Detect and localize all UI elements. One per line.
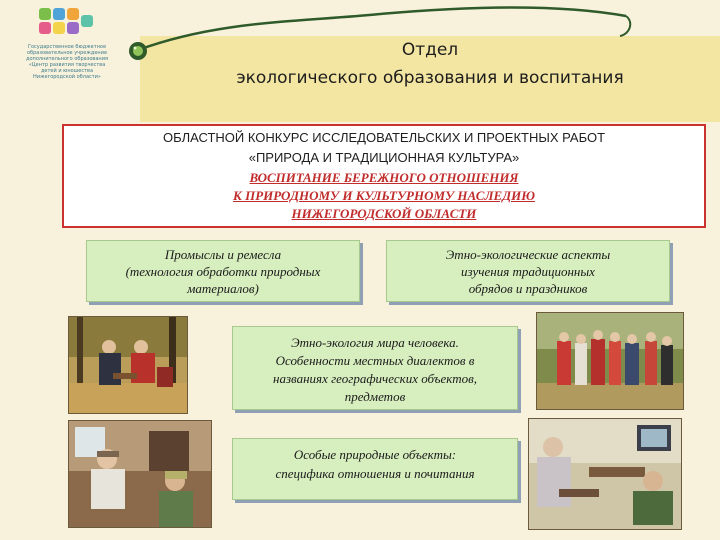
folk-musicians-image xyxy=(69,317,187,413)
topic-line: Этно-экологические аспекты xyxy=(445,247,611,262)
photo-folk-musicians xyxy=(68,316,188,414)
logo-line: детей и юношества xyxy=(40,68,94,74)
topic-line: (технология обработки природных xyxy=(125,264,321,279)
topic-ethno-ecology xyxy=(232,326,518,410)
department-title-line-1: Отдел xyxy=(401,40,459,60)
topic-line: обрядов и праздников xyxy=(468,281,588,296)
contest-goal-line-3: НИЖЕГОРОДСКОЙ ОБЛАСТИ xyxy=(291,206,477,221)
photo-folk-procession xyxy=(536,312,684,410)
contest-goal-line-1: ВОСПИТАНИЕ БЕРЕЖНОГО ОТНОШЕНИЯ xyxy=(249,170,519,185)
contest-subtitle: «ПРИРОДА И ТРАДИЦИОННАЯ КУЛЬТУРА» xyxy=(248,150,520,165)
topic-crafts xyxy=(86,240,360,302)
topic-ethno-aspects xyxy=(386,240,670,302)
topic-line: специфика отношения и почитания xyxy=(275,466,475,481)
department-title-line-2: экологического образования и воспитания xyxy=(236,68,624,88)
photo-elderly-interview xyxy=(68,420,212,528)
topic-line: Особые природные объекты: xyxy=(293,447,457,462)
contest-name: ОБЛАСТНОЙ КОНКУРС ИССЛЕДОВАТЕЛЬСКИХ И ПРОЕКТНЫХ РАБОТ xyxy=(162,130,606,145)
photo-home-visit xyxy=(528,418,682,530)
contest-goal-line-2: К ПРИРОДНОМУ И КУЛЬТУРНОМУ НАСЛЕДИЮ xyxy=(233,188,535,203)
topic-nature-objects xyxy=(232,438,518,500)
logo-line: Нижегородской области» xyxy=(32,74,101,80)
contest-info-box xyxy=(62,124,706,228)
topic-line: Этно-экология мира человека. xyxy=(291,335,459,350)
topic-line: предметов xyxy=(344,389,406,404)
logo-line: Государственное бюджетное xyxy=(27,44,107,50)
logo-line: образовательное учреждение xyxy=(26,50,108,56)
logo-line: «Центр развития творчества xyxy=(28,62,106,68)
topic-line: Промыслы и ремесла xyxy=(164,247,282,262)
topic-line: изучения традиционных xyxy=(461,264,595,279)
topic-line: Особенности местных диалектов в xyxy=(275,353,475,368)
topic-line: названиях географических объектов, xyxy=(273,371,477,386)
topic-line: материалов) xyxy=(187,281,259,296)
home-visit-image xyxy=(529,419,681,529)
logo-line: дополнительного образования xyxy=(26,56,108,62)
folk-procession-image xyxy=(537,313,683,409)
elderly-interview-image xyxy=(69,421,211,527)
